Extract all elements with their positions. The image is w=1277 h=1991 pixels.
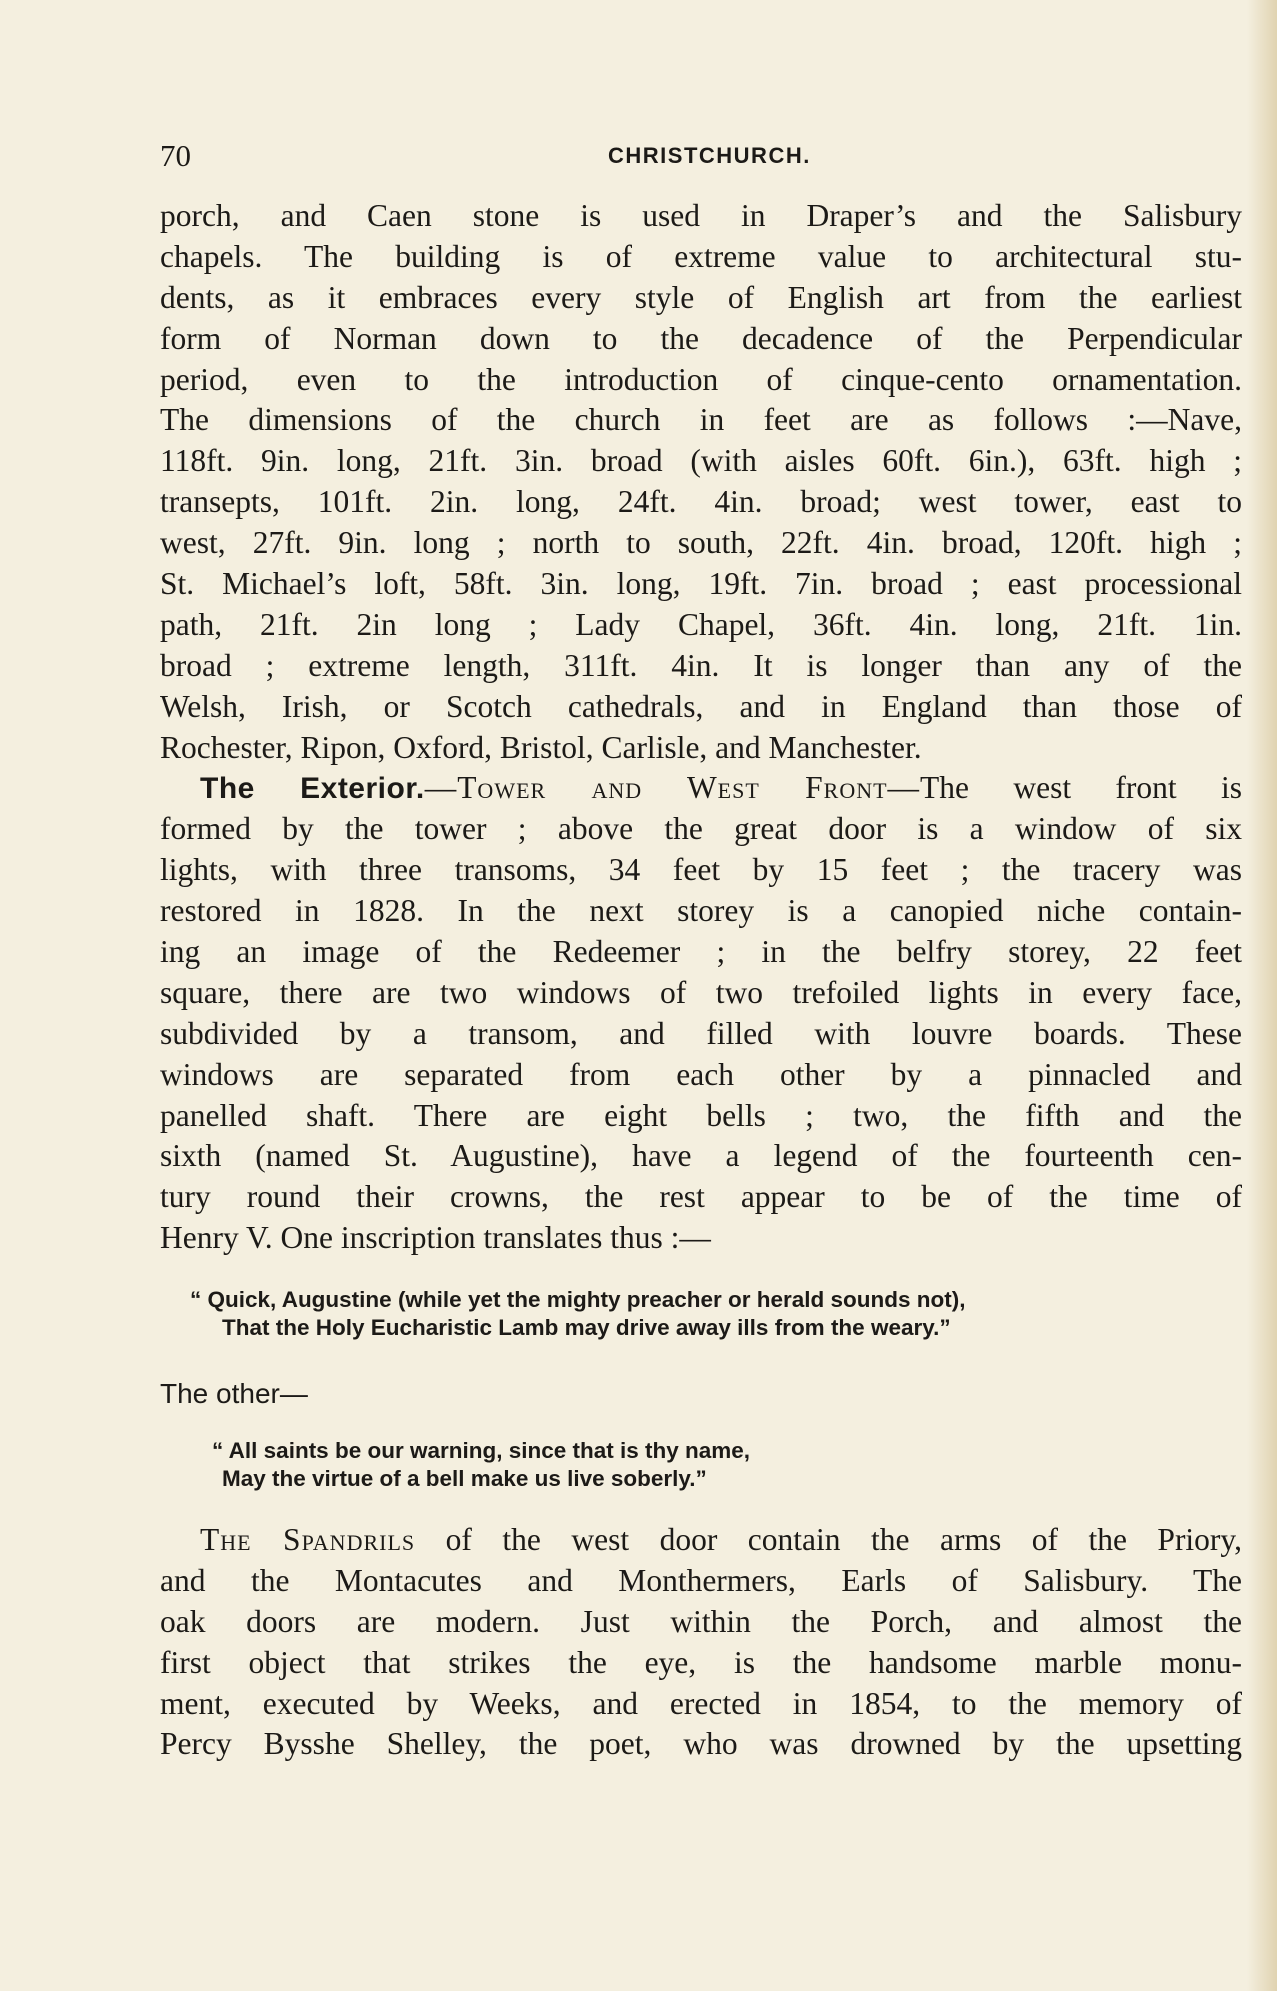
text-line: transepts, 101ft. 2in. long, 24ft. 4in. broad; west tower, east to — [160, 484, 1242, 520]
exterior-heading-line — [160, 768, 1242, 809]
text-line: west, 27ft. 9in. long ; north to south, 22ft. 4in. broad, 120ft. high ; — [160, 525, 1242, 561]
text-line: St. Michael’s loft, 58ft. 3in. long, 19ft. 7in. broad ; east processional — [160, 566, 1242, 602]
text-line: and the Montacutes and Monthermers, Earls of Salisbury. The — [160, 1562, 1242, 1598]
inscription-2-line-2: May the virtue of a bell make us live soberly.” — [222, 1466, 707, 1491]
text-line: dents, as it embraces every style of English art from the earliest — [160, 279, 1242, 315]
text-line: chapels. The building is of extreme value to architectural stu- — [160, 238, 1242, 274]
text-line: path, 21ft. 2in long ; Lady Chapel, 36ft. 4in. long, 21ft. 1in. — [160, 606, 1242, 642]
spandrils-heading-line — [160, 1520, 1242, 1561]
text-line: form of Norman down to the decadence of the Perpendicular — [160, 320, 1242, 356]
other-inscription-label: The other— — [160, 1378, 308, 1409]
text-line: formed by the tower ; above the great door is a window of six — [160, 811, 1242, 847]
text-line: Percy Bysshe Shelley, the poet, who was drowned by the upsetting — [160, 1726, 1242, 1762]
text-line: The dimensions of the church in feet are as follows :—Nave, — [160, 402, 1242, 438]
text-line: period, even to the introduction of cinque-cento ornamentation. — [160, 361, 1242, 397]
page-number: 70 — [160, 138, 191, 173]
text-fragment: The west front is — [920, 770, 1242, 806]
text-line: subdivided by a transom, and filled with louvre boards. These — [160, 1015, 1242, 1051]
text-line: restored in 1828. In the next storey is a canopied niche contain- — [160, 893, 1242, 929]
text-line: Welsh, Irish, or Scotch cathedrals, and in England than those of — [160, 688, 1242, 724]
text-line: Rochester, Ripon, Oxford, Bristol, Carlisle, and Manchester. — [160, 729, 922, 765]
text-line: tury round their crowns, the rest appear to be of the time of — [160, 1179, 1242, 1215]
subheading-tower-west-front: —Tower and West Front— — [424, 770, 921, 806]
text-line: 118ft. 9in. long, 21ft. 3in. broad (with aisles 60ft. 6in.), 63ft. high ; — [160, 443, 1242, 479]
text-line: sixth (named St. Augustine), have a legend of the fourteenth cen- — [160, 1138, 1242, 1174]
main-text — [160, 196, 1242, 1259]
text-line: first object that strikes the eye, is the handsome marble monu- — [160, 1644, 1242, 1680]
inscription-2-line-1: “ All saints be our warning, since that is thy name, — [212, 1438, 751, 1463]
section-heading-exterior: The Exterior. — [200, 772, 425, 806]
text-line: Henry V. One inscription translates thus :— — [160, 1220, 711, 1256]
text-line: ing an image of the Redeemer ; in the belfry storey, 22 feet — [160, 934, 1242, 970]
inscription-1-line-1: “ Quick, Augustine (while yet the mighty preacher or herald sounds not), — [190, 1287, 966, 1312]
text-line: oak doors are modern. Just within the Porch, and almost the — [160, 1603, 1242, 1639]
text-fragment: of the west door contain the arms of the Priory, — [415, 1522, 1243, 1557]
running-title: CHRISTCHURCH. — [608, 143, 811, 168]
text-line: broad ; extreme length, 311ft. 4in. It is longer than any of the — [160, 647, 1242, 683]
text-line: square, there are two windows of two trefoiled lights in every face, — [160, 974, 1242, 1010]
text-line: porch, and Caen stone is used in Draper’s and the Salisbury — [160, 198, 1242, 233]
text-line: ment, executed by Weeks, and erected in 1854, to the memory of — [160, 1685, 1242, 1721]
inscription-1-line-2: That the Holy Eucharistic Lamb may drive away ills from the weary.” — [222, 1315, 951, 1340]
text-line: windows are separated from each other by a pinnacled and — [160, 1056, 1242, 1092]
spandrils-paragraph — [160, 1520, 1242, 1765]
section-heading-spandrils: The Spandrils — [200, 1522, 416, 1557]
text-line: panelled shaft. There are eight bells ; two, the fifth and the — [160, 1097, 1242, 1133]
page-edge-shading — [1247, 0, 1277, 1991]
text-line: lights, with three transoms, 34 feet by 15 feet ; the tracery was — [160, 852, 1242, 888]
